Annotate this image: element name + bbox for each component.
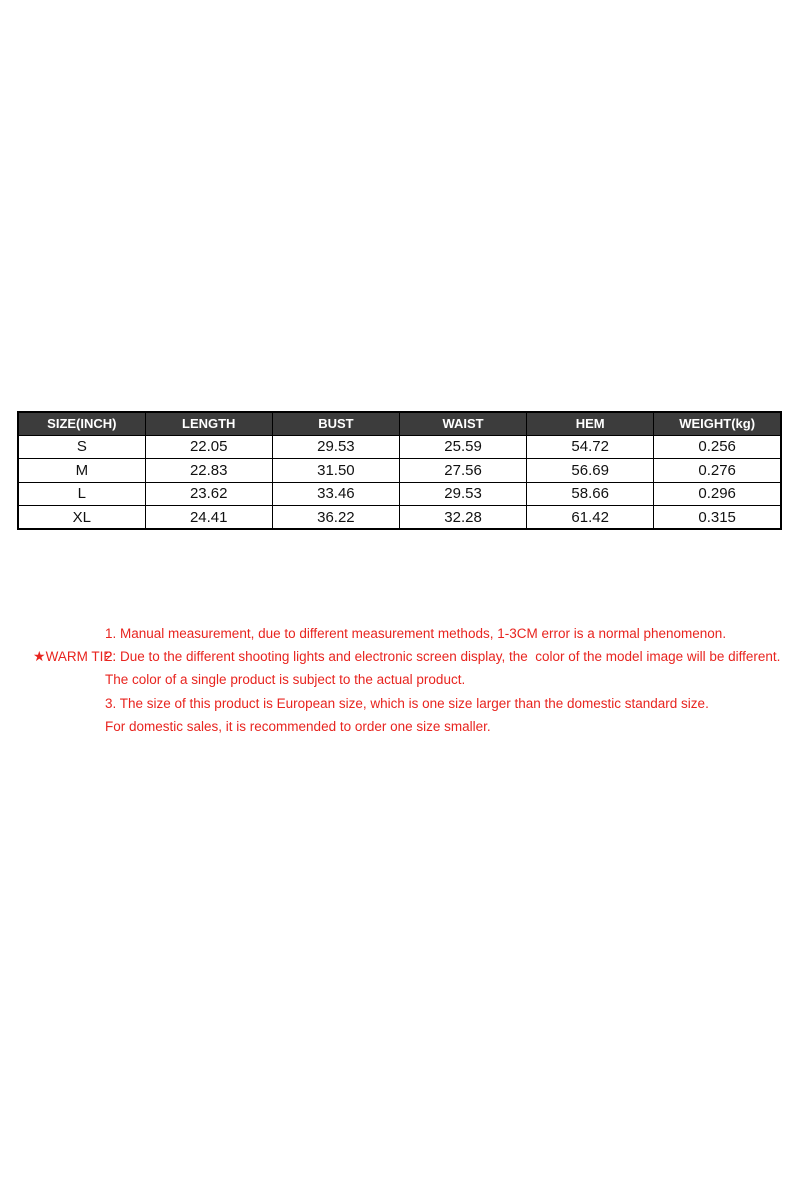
waist-value: 29.53	[399, 482, 526, 506]
size-label: S	[18, 435, 145, 459]
weight-value: 0.276	[654, 459, 781, 483]
length-value: 23.62	[145, 482, 272, 506]
size-chart-body	[18, 435, 781, 529]
warm-tip-line-2: 2. Due to the different shooting lights and electronic screen display, the color of the model image will be different.	[105, 649, 781, 665]
column-header-size: SIZE(INCH)	[18, 412, 145, 435]
warm-tip-lines	[105, 622, 780, 738]
waist-value: 25.59	[399, 435, 526, 459]
size-label: XL	[18, 506, 145, 530]
table-header-row	[18, 412, 781, 435]
length-value: 22.05	[145, 435, 272, 459]
column-header-bust: BUST	[272, 412, 399, 435]
warm-tip-line-5: For domestic sales, it is recommended to order one size smaller.	[105, 718, 491, 734]
warm-tip-line-4: 3. The size of this product is European size, which is one size larger than the domestic standard size.	[105, 695, 709, 711]
size-label: M	[18, 459, 145, 483]
column-header-length: LENGTH	[145, 412, 272, 435]
size-chart-table	[17, 411, 782, 530]
warm-tip-section	[18, 622, 780, 738]
weight-value: 0.315	[654, 506, 781, 530]
waist-value: 27.56	[399, 459, 526, 483]
table-row-xl	[18, 506, 781, 530]
weight-value: 0.256	[654, 435, 781, 459]
length-value: 24.41	[145, 506, 272, 530]
hem-value: 56.69	[527, 459, 654, 483]
weight-value: 0.296	[654, 482, 781, 506]
bust-value: 33.46	[272, 482, 399, 506]
hem-value: 54.72	[527, 435, 654, 459]
warm-tip-line-3: The color of a single product is subject to the actual product.	[105, 672, 466, 688]
star-icon: ★	[33, 648, 46, 665]
table-row-s	[18, 435, 781, 459]
warm-tip-line-1: 1. Manual measurement, due to different measurement methods, 1-3CM error is a normal phenomenon.	[105, 626, 727, 641]
waist-value: 32.28	[399, 506, 526, 530]
bust-value: 31.50	[272, 459, 399, 483]
table-row-m	[18, 459, 781, 483]
hem-value: 61.42	[527, 506, 654, 530]
bust-value: 36.22	[272, 506, 399, 530]
bust-value: 29.53	[272, 435, 399, 459]
size-label: L	[18, 482, 145, 506]
table-row-l	[18, 482, 781, 506]
column-header-hem: HEM	[527, 412, 654, 435]
hem-value: 58.66	[527, 482, 654, 506]
column-header-waist: WAIST	[399, 412, 526, 435]
column-header-weight: WEIGHT(kg)	[654, 412, 781, 435]
warm-tip-label	[18, 622, 117, 665]
length-value: 22.83	[145, 459, 272, 483]
warm-tip-label-text: WARM TIP:	[45, 649, 117, 665]
size-chart-header	[18, 412, 781, 435]
